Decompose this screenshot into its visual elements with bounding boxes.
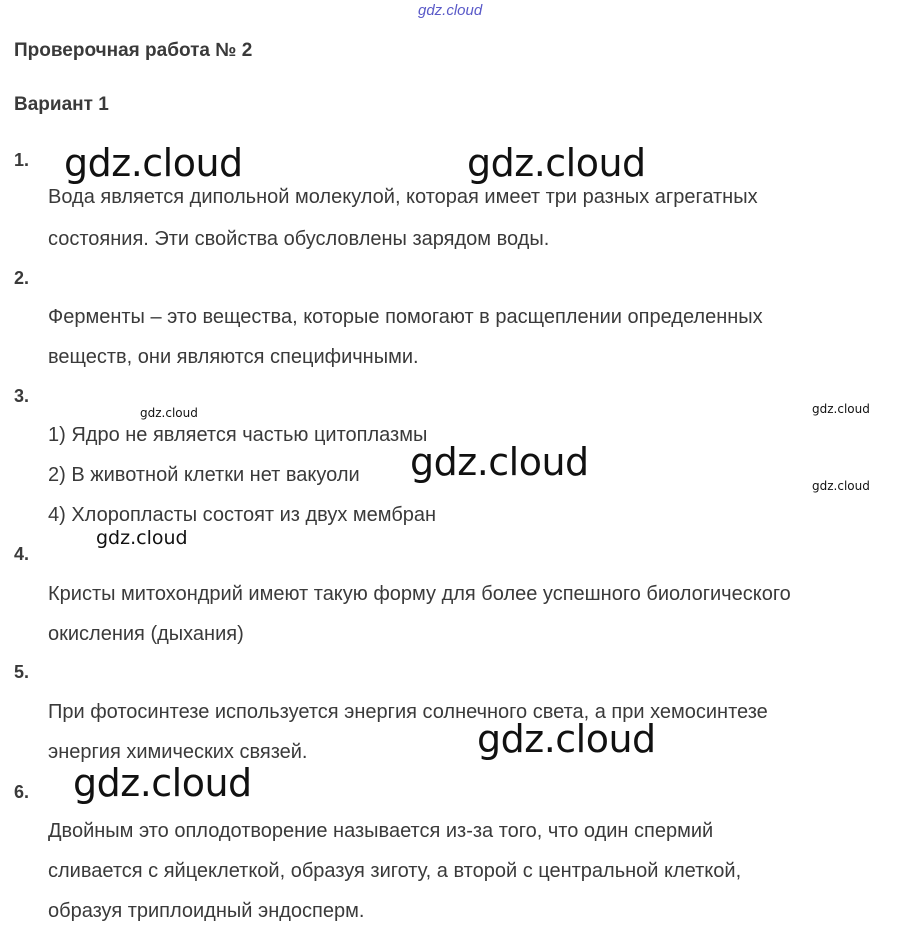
watermark: gdz.cloud <box>477 717 656 761</box>
header-watermark: gdz.cloud <box>418 2 483 19</box>
answer-text: 1) Ядро не является частью цитоплазмы <box>48 424 428 446</box>
answer-text: Кристы митохондрий имеют такую форму для более успешного биологического <box>48 583 791 605</box>
answer-text: состояния. Эти свойства обусловлены зарядом воды. <box>48 228 550 250</box>
watermark: gdz.cloud <box>64 141 243 185</box>
answer-text: веществ, они являются специфичными. <box>48 346 419 368</box>
watermark: gdz.cloud <box>812 479 870 493</box>
answer-text: Ферменты – это вещества, которые помогают в расщеплении определенных <box>48 306 763 328</box>
watermark: gdz.cloud <box>96 527 188 549</box>
answer-number: 4. <box>14 544 30 564</box>
answer-text: сливается с яйцеклеткой, образуя зиготу, а второй с центральной клеткой, <box>48 860 742 882</box>
watermark: gdz.cloud <box>73 761 252 805</box>
watermark: gdz.cloud <box>467 141 646 185</box>
watermark: gdz.cloud <box>812 402 870 416</box>
answer-number: 3. <box>14 386 30 406</box>
answer-text: энергия химических связей. <box>48 741 308 763</box>
answer-text: окисления (дыхания) <box>48 623 244 645</box>
answer-number: 6. <box>14 782 30 802</box>
answer-number: 2. <box>14 268 30 288</box>
variant-title: Вариант 1 <box>14 94 109 115</box>
answer-number: 1. <box>14 150 30 170</box>
answer-number: 5. <box>14 662 30 682</box>
answer-text: образуя триплоидный эндосперм. <box>48 900 365 922</box>
answer-text: 2) В животной клетки нет вакуоли <box>48 464 360 486</box>
watermark: gdz.cloud <box>140 406 198 420</box>
page-title: Проверочная работа № 2 <box>14 40 253 61</box>
watermark: gdz.cloud <box>410 440 589 484</box>
answer-text: При фотосинтезе используется энергия солнечного света, а при хемосинтезе <box>48 701 768 723</box>
answer-text: Двойным это оплодотворение называется из-за того, что один спермий <box>48 820 714 842</box>
answer-text: Вода является дипольной молекулой, которая имеет три разных агрегатных <box>48 186 758 208</box>
answer-text: 4) Хлоропласты состоят из двух мембран <box>48 504 437 526</box>
